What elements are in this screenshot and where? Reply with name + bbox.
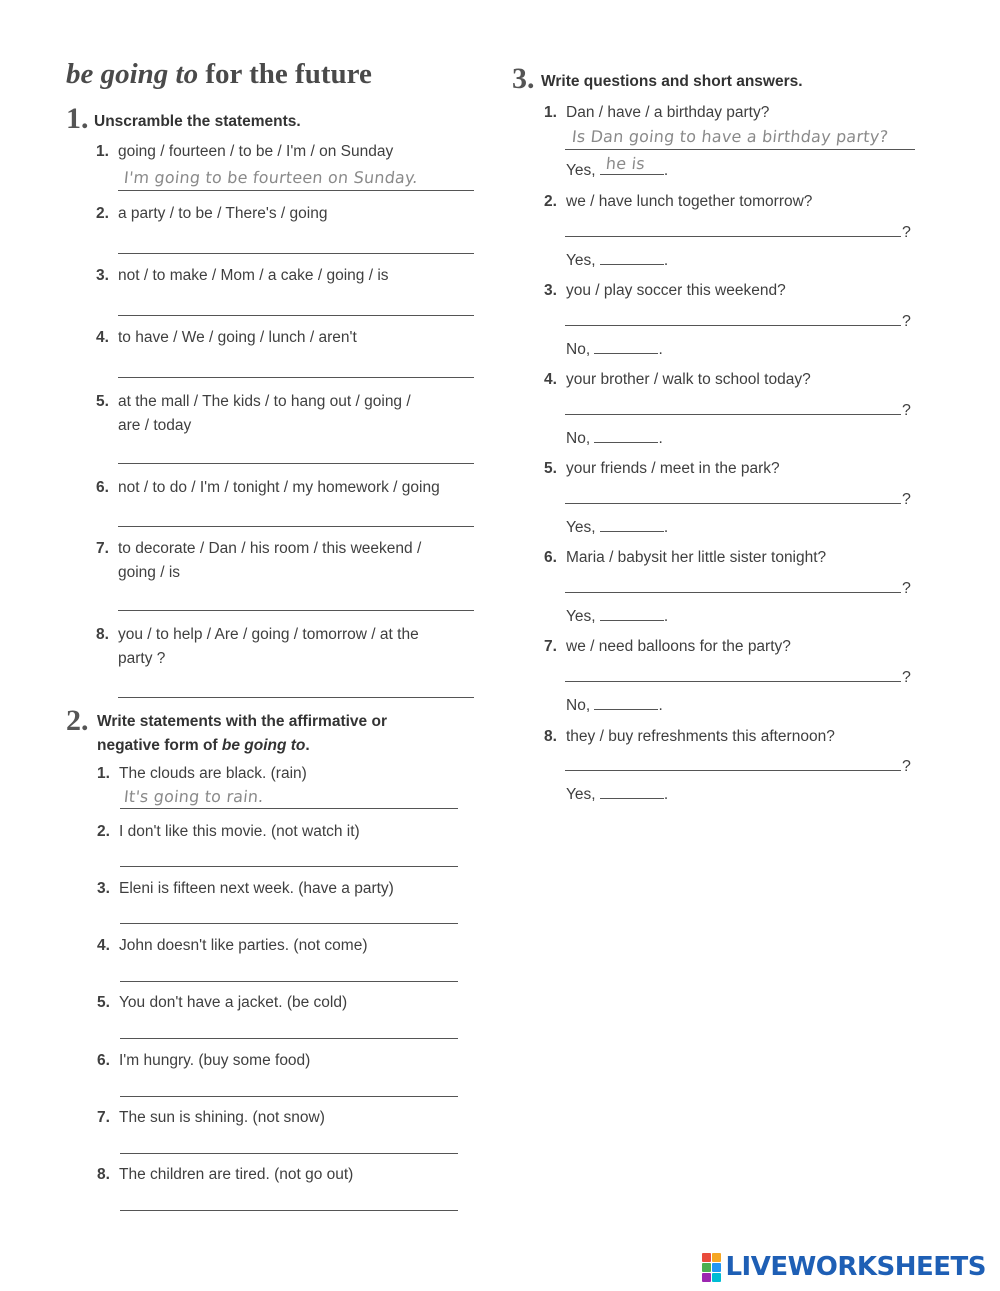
question-answer-line[interactable] (565, 325, 901, 326)
short-answer-blank[interactable] (600, 154, 664, 175)
short-answer-prefix: Yes, (566, 162, 596, 179)
item-prompt: a party / to be / There's / going (118, 205, 328, 222)
item-prompt: I'm hungry. (buy some food) (119, 1052, 311, 1069)
statement-item (97, 934, 467, 958)
item-prompt: you / to help / Are / going / tomorrow / at the (118, 626, 419, 643)
item-number: 2. (96, 205, 109, 222)
unscramble-item (96, 264, 476, 314)
logo-blocks-icon (702, 1253, 721, 1282)
item-number: 6. (97, 1052, 110, 1069)
question-mark: ? (902, 224, 911, 241)
short-answer-blank[interactable] (600, 250, 664, 265)
item-number: 3. (96, 267, 109, 284)
statement-item (97, 1049, 467, 1073)
short-answer-blank[interactable] (594, 428, 658, 443)
logo-wordmark: LIVEWORKSHEETS (725, 1252, 986, 1282)
item-prompt-continued: are / today (118, 417, 192, 434)
statement-item (97, 1163, 467, 1187)
item-number: 8. (97, 1166, 110, 1183)
section-2-heading-line1: Write statements with the affirmative or (97, 713, 387, 730)
item-number: 2. (544, 193, 557, 210)
unscramble-item (96, 202, 476, 252)
short-answer-blank[interactable] (600, 606, 664, 621)
item-prompt: not / to make / Mom / a cake / going / is (118, 267, 389, 284)
liveworksheets-logo (702, 1252, 986, 1282)
short-answer-prefix: No, (566, 341, 591, 358)
short-answer-prefix: No, (566, 430, 591, 447)
short-answer-period: . (658, 341, 663, 358)
answer-line[interactable] (118, 463, 474, 464)
short-answer (566, 339, 663, 359)
logo-block (712, 1263, 721, 1272)
question-item (544, 101, 914, 125)
item-number: 7. (97, 1109, 110, 1126)
item-prompt: you / play soccer this weekend? (566, 282, 786, 299)
item-prompt: You don't have a jacket. (be cold) (119, 994, 348, 1011)
statement-item (97, 820, 467, 844)
item-prompt: The sun is shining. (not snow) (119, 1109, 325, 1126)
item-prompt: we / need balloons for the party? (566, 638, 791, 655)
question-item (544, 635, 914, 659)
item-prompt: to have / We / going / lunch / aren't (118, 329, 357, 346)
item-prompt-continued: going / is (118, 564, 181, 581)
question-item (544, 725, 914, 749)
section-3-heading: Write questions and short answers. (541, 73, 803, 90)
unscramble-item (96, 537, 476, 587)
statement-item (97, 991, 467, 1015)
short-answer-period: . (663, 786, 669, 803)
handwritten-answer: I'm going to be fourteen on Sunday. (123, 168, 419, 187)
item-number: 7. (96, 540, 109, 557)
logo-block (702, 1263, 711, 1272)
short-answer (566, 517, 668, 537)
answer-line[interactable] (118, 377, 474, 378)
short-answer-period: . (663, 162, 669, 179)
item-prompt: Eleni is fifteen next week. (have a party) (119, 880, 394, 897)
unscramble-item (96, 390, 476, 440)
item-number: 4. (544, 371, 557, 388)
answer-line[interactable] (118, 697, 474, 698)
item-prompt: Maria / babysit her little sister tonight? (566, 549, 827, 566)
answer-line[interactable] (120, 866, 458, 867)
item-number: 1. (96, 143, 109, 160)
item-number: 2. (97, 823, 110, 840)
item-number: 6. (544, 549, 557, 566)
item-prompt: John doesn't like parties. (not come) (119, 937, 368, 954)
answer-line[interactable] (120, 1153, 458, 1154)
short-answer (566, 250, 668, 270)
short-answer-blank[interactable] (600, 517, 664, 532)
unscramble-item (96, 326, 476, 376)
question-item (544, 190, 914, 214)
logo-block (712, 1253, 721, 1262)
short-answer-prefix: Yes, (566, 786, 596, 803)
page-title: be going to for the future (66, 58, 372, 90)
item-prompt: your friends / meet in the park? (566, 460, 780, 477)
answer-line[interactable] (118, 315, 474, 316)
section-2-number: 2. (66, 704, 89, 737)
question-mark: ? (902, 402, 911, 419)
answer-line[interactable] (118, 526, 474, 527)
short-answer (566, 606, 668, 626)
short-answer-period: . (663, 608, 669, 625)
short-answer-period: . (663, 519, 669, 536)
statement-item (97, 762, 467, 786)
short-answer (566, 428, 663, 448)
question-answer-line[interactable] (565, 770, 901, 771)
item-prompt: they / buy refreshments this afternoon? (566, 728, 835, 745)
item-prompt: not / to do / I'm / tonight / my homework / going (118, 479, 440, 496)
item-number: 1. (544, 104, 557, 121)
short-answer-prefix: Yes, (566, 252, 596, 269)
item-prompt: to decorate / Dan / his room / this weekend / (118, 540, 422, 557)
answer-line[interactable] (118, 190, 474, 191)
answer-line[interactable] (120, 981, 458, 982)
question-mark: ? (902, 669, 911, 686)
item-prompt: we / have lunch together tomorrow? (566, 193, 813, 210)
logo-block (702, 1253, 711, 1262)
item-number: 6. (96, 479, 109, 496)
short-answer (566, 695, 663, 715)
item-number: 8. (544, 728, 557, 745)
question-answer-line[interactable] (565, 681, 901, 682)
statement-item (97, 1106, 467, 1130)
answer-line[interactable] (120, 923, 458, 924)
short-answer-period: . (658, 697, 663, 714)
item-prompt: The children are tired. (not go out) (119, 1166, 354, 1183)
item-prompt: The clouds are black. (rain) (119, 765, 307, 782)
question-answer-line[interactable] (565, 149, 915, 150)
item-number: 7. (544, 638, 557, 655)
short-answer-prefix: Yes, (566, 608, 596, 625)
question-mark: ? (902, 491, 911, 508)
question-answer-line[interactable] (565, 592, 901, 593)
question-item (544, 457, 914, 481)
item-prompt: your brother / walk to school today? (566, 371, 811, 388)
item-number: 3. (97, 880, 110, 897)
question-answer-line[interactable] (565, 236, 901, 237)
unscramble-item (96, 476, 476, 526)
handwritten-answer: Is Dan going to have a birthday party? (571, 127, 890, 146)
answer-line[interactable] (120, 808, 458, 809)
short-answer-blank[interactable] (594, 339, 658, 354)
item-prompt: Dan / have / a birthday party? (566, 104, 770, 121)
short-answer-blank[interactable] (600, 784, 664, 799)
question-mark: ? (902, 758, 911, 775)
handwritten-answer: It's going to rain. (123, 787, 265, 806)
item-number: 5. (97, 994, 110, 1011)
handwritten-short-answer: he is (604, 154, 646, 173)
item-number: 5. (544, 460, 557, 477)
short-answer-prefix: No, (566, 697, 591, 714)
item-number: 5. (96, 393, 109, 410)
item-prompt-continued: party ? (118, 650, 166, 667)
question-mark: ? (902, 580, 911, 597)
item-number: 3. (544, 282, 557, 299)
short-answer-period: . (658, 430, 663, 447)
question-mark: ? (902, 313, 911, 330)
item-number: 1. (97, 765, 110, 782)
statement-item (97, 877, 467, 901)
item-prompt: at the mall / The kids / to hang out / going / (118, 393, 411, 410)
question-item (544, 279, 914, 303)
short-answer-prefix: Yes, (566, 519, 596, 536)
item-prompt: going / fourteen / to be / I'm / on Sunday (118, 143, 394, 160)
short-answer (566, 154, 669, 180)
answer-line[interactable] (120, 1038, 458, 1039)
section-1-heading: Unscramble the statements. (94, 113, 301, 130)
answer-line[interactable] (118, 610, 474, 611)
section-2-heading-line2: negative form of be going to. (97, 737, 310, 754)
answer-line[interactable] (118, 253, 474, 254)
answer-line[interactable] (120, 1096, 458, 1097)
short-answer-period: . (663, 252, 669, 269)
section-3-number: 3. (512, 62, 535, 95)
short-answer-blank[interactable] (594, 695, 658, 710)
item-prompt: I don't like this movie. (not watch it) (119, 823, 360, 840)
item-number: 4. (97, 937, 110, 954)
unscramble-item (96, 623, 476, 673)
short-answer (566, 784, 668, 804)
question-answer-line[interactable] (565, 503, 901, 504)
item-number: 4. (96, 329, 109, 346)
question-item (544, 368, 914, 392)
logo-block (712, 1273, 721, 1282)
section-1-number: 1. (66, 102, 89, 135)
item-number: 8. (96, 626, 109, 643)
answer-line[interactable] (120, 1210, 458, 1211)
question-answer-line[interactable] (565, 414, 901, 415)
logo-block (702, 1273, 711, 1282)
question-item (544, 546, 914, 570)
